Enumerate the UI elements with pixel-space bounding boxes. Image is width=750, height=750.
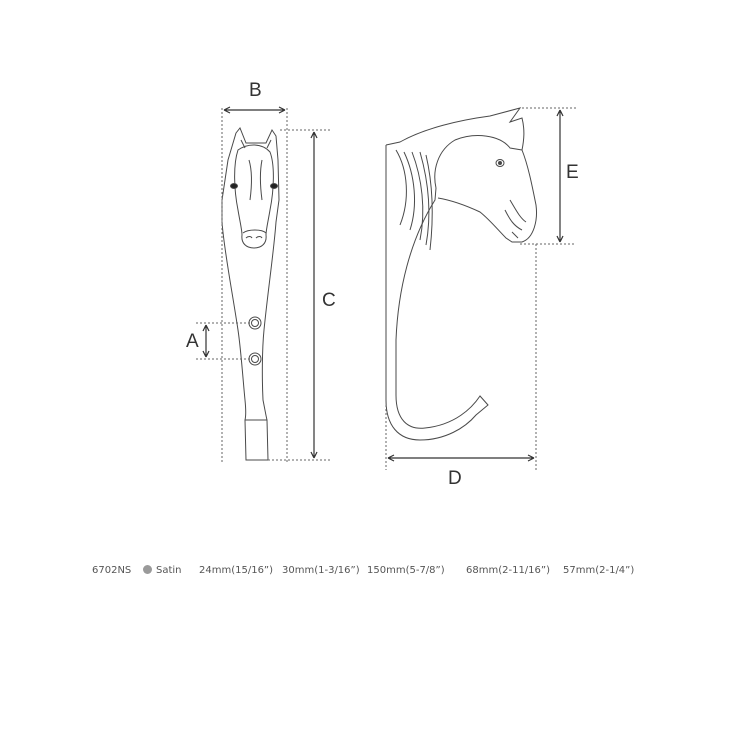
- spec-e: 57mm(2-1/4”): [563, 565, 635, 576]
- dimension-label-c: C: [322, 290, 336, 311]
- spec-d: 68mm(2-11/16”): [466, 565, 550, 576]
- dimension-label-b: B: [249, 80, 262, 101]
- side-hook-outline: [386, 145, 488, 440]
- screw-hole-bottom: [249, 353, 261, 365]
- dimension-label-a: A: [186, 331, 199, 352]
- dimension-arrows: [203, 107, 563, 461]
- model-number: 6702NS: [92, 565, 132, 576]
- screw-hole-top: [249, 317, 261, 329]
- side-view: [386, 108, 536, 440]
- dimension-label-d: D: [448, 468, 462, 489]
- front-hook-outline: [222, 128, 279, 460]
- arrow-b: [224, 107, 285, 113]
- spec-c: 150mm(5-7/8”): [367, 565, 445, 576]
- arrow-c: [311, 132, 317, 458]
- spec-b: 30mm(1-3/16”): [282, 565, 360, 576]
- finish-swatch: [143, 565, 152, 574]
- horse-neck: [386, 108, 536, 242]
- horse-head-front: [231, 140, 278, 248]
- dimension-label-e: E: [566, 162, 579, 183]
- horse-details: [396, 150, 526, 250]
- front-view: [222, 128, 279, 460]
- arrow-e: [557, 110, 563, 242]
- finish-name: Satin: [156, 565, 182, 576]
- spec-row: [0, 565, 750, 585]
- horse-head-side: [435, 136, 522, 188]
- arrow-d: [388, 455, 534, 461]
- arrow-a: [203, 325, 209, 357]
- spec-a: 24mm(15/16”): [199, 565, 274, 576]
